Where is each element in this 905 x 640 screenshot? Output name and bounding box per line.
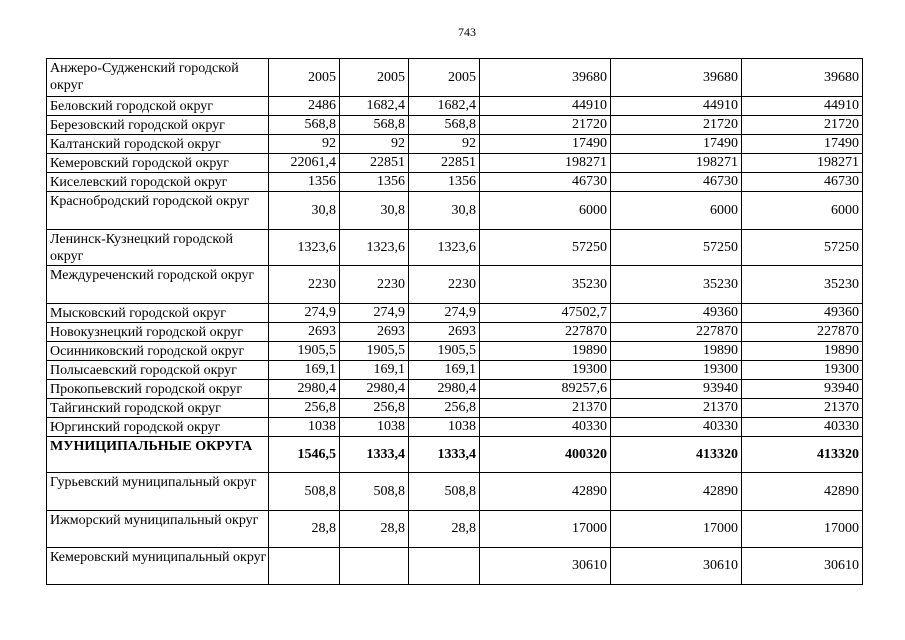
value-cell-col-2: 2230	[269, 266, 340, 304]
value-cell-col-4: 274,9	[409, 304, 480, 323]
value-cell-col-3: 169,1	[340, 361, 409, 380]
value-cell-col-4: 1038	[409, 418, 480, 437]
value-cell-col-7: 227870	[742, 323, 863, 342]
value-cell-col-4: 256,8	[409, 399, 480, 418]
district-name: Краснобродский городской округ	[50, 194, 250, 209]
value-cell-col-7: 17000	[742, 511, 863, 548]
value-cell-col-4: 2980,4	[409, 380, 480, 399]
district-name-cell	[47, 304, 269, 323]
value-cell-col-6: 57250	[611, 230, 742, 266]
value-cell-col-6: 6000	[611, 192, 742, 230]
value-cell-col-6: 40330	[611, 418, 742, 437]
value-cell-col-4	[409, 548, 480, 585]
table-row	[47, 511, 863, 548]
value-cell-col-5: 57250	[480, 230, 611, 266]
table-row	[47, 116, 863, 135]
value-cell-col-2: 92	[269, 135, 340, 154]
value-cell-col-3: 1333,4	[340, 437, 409, 473]
value-cell-col-7: 35230	[742, 266, 863, 304]
value-cell-col-3: 2005	[340, 59, 409, 97]
value-cell-col-3: 274,9	[340, 304, 409, 323]
value-cell-col-2: 508,8	[269, 473, 340, 511]
table-row	[47, 97, 863, 116]
value-cell-col-5: 17490	[480, 135, 611, 154]
value-cell-col-5: 46730	[480, 173, 611, 192]
value-cell-col-5: 6000	[480, 192, 611, 230]
value-cell-col-3: 1323,6	[340, 230, 409, 266]
value-cell-col-4: 92	[409, 135, 480, 154]
table-row	[47, 135, 863, 154]
value-cell-col-6: 19300	[611, 361, 742, 380]
value-cell-col-2: 256,8	[269, 399, 340, 418]
value-cell-col-4: 22851	[409, 154, 480, 173]
district-name-cell	[47, 473, 269, 511]
value-cell-col-6: 21720	[611, 116, 742, 135]
value-cell-col-5: 227870	[480, 323, 611, 342]
district-name-cell	[47, 173, 269, 192]
district-name-cell	[47, 135, 269, 154]
value-cell-col-6: 93940	[611, 380, 742, 399]
value-cell-col-4: 30,8	[409, 192, 480, 230]
value-cell-col-7: 57250	[742, 230, 863, 266]
value-cell-col-2: 2693	[269, 323, 340, 342]
value-cell-col-3: 92	[340, 135, 409, 154]
value-cell-col-5: 17000	[480, 511, 611, 548]
table-body	[47, 59, 863, 585]
value-cell-col-7: 39680	[742, 59, 863, 97]
value-cell-col-2: 568,8	[269, 116, 340, 135]
value-cell-col-5: 400320	[480, 437, 611, 473]
value-cell-col-7: 17490	[742, 135, 863, 154]
table-row	[47, 230, 863, 266]
value-cell-col-5: 42890	[480, 473, 611, 511]
district-name: Гурьевский муниципальный округ	[50, 475, 257, 490]
value-cell-col-3	[340, 548, 409, 585]
value-cell-col-3: 568,8	[340, 116, 409, 135]
value-cell-col-2: 2980,4	[269, 380, 340, 399]
value-cell-col-2: 274,9	[269, 304, 340, 323]
district-name: Ленинск-Кузнецкий городской округ	[50, 232, 233, 264]
district-name: Новокузнецкий городской округ	[50, 325, 244, 340]
value-cell-col-4: 2693	[409, 323, 480, 342]
district-name-cell	[47, 192, 269, 230]
value-cell-col-2	[269, 548, 340, 585]
value-cell-col-5: 198271	[480, 154, 611, 173]
value-cell-col-4: 169,1	[409, 361, 480, 380]
district-name: Киселевский городской округ	[50, 175, 228, 190]
table-row	[47, 418, 863, 437]
district-name: МУНИЦИПАЛЬНЫЕ ОКРУГА	[50, 439, 253, 454]
value-cell-col-6: 35230	[611, 266, 742, 304]
table-row	[47, 399, 863, 418]
district-name-cell	[47, 361, 269, 380]
value-cell-col-4: 28,8	[409, 511, 480, 548]
value-cell-col-4: 2005	[409, 59, 480, 97]
district-name-cell	[47, 418, 269, 437]
table-row	[47, 361, 863, 380]
value-cell-col-7: 413320	[742, 437, 863, 473]
value-cell-col-7: 19890	[742, 342, 863, 361]
value-cell-col-2: 1546,5	[269, 437, 340, 473]
value-cell-col-5: 19300	[480, 361, 611, 380]
district-name-cell	[47, 323, 269, 342]
value-cell-col-7: 30610	[742, 548, 863, 585]
page-number: 743	[458, 25, 476, 39]
table-row	[47, 380, 863, 399]
table-row	[47, 192, 863, 230]
data-table	[46, 58, 863, 585]
district-name-cell	[47, 154, 269, 173]
value-cell-col-2: 1323,6	[269, 230, 340, 266]
value-cell-col-6: 198271	[611, 154, 742, 173]
value-cell-col-5: 30610	[480, 548, 611, 585]
district-name: Юргинский городской округ	[50, 420, 221, 435]
table-row	[47, 154, 863, 173]
value-cell-col-2: 169,1	[269, 361, 340, 380]
value-cell-col-3: 30,8	[340, 192, 409, 230]
table-row	[47, 59, 863, 97]
value-cell-col-5: 89257,6	[480, 380, 611, 399]
value-cell-col-7: 21720	[742, 116, 863, 135]
value-cell-col-6: 21370	[611, 399, 742, 418]
value-cell-col-3: 1905,5	[340, 342, 409, 361]
value-cell-col-6: 44910	[611, 97, 742, 116]
value-cell-col-7: 198271	[742, 154, 863, 173]
value-cell-col-3: 1682,4	[340, 97, 409, 116]
district-name: Калтанский городской округ	[50, 137, 221, 152]
value-cell-col-4: 1682,4	[409, 97, 480, 116]
value-cell-col-6: 19890	[611, 342, 742, 361]
district-name: Кемеровский городской округ	[50, 156, 229, 171]
value-cell-col-6: 49360	[611, 304, 742, 323]
value-cell-col-2: 28,8	[269, 511, 340, 548]
district-name: Березовский городской округ	[50, 118, 225, 133]
district-name: Полысаевский городской округ	[50, 363, 237, 378]
district-name-cell	[47, 399, 269, 418]
value-cell-col-3: 2980,4	[340, 380, 409, 399]
value-cell-col-5: 35230	[480, 266, 611, 304]
value-cell-col-7: 40330	[742, 418, 863, 437]
value-cell-col-3: 2693	[340, 323, 409, 342]
value-cell-col-5: 44910	[480, 97, 611, 116]
value-cell-col-3: 22851	[340, 154, 409, 173]
value-cell-col-2: 1905,5	[269, 342, 340, 361]
value-cell-col-7: 42890	[742, 473, 863, 511]
value-cell-col-3: 1356	[340, 173, 409, 192]
value-cell-col-2: 2486	[269, 97, 340, 116]
district-name: Беловский городской округ	[50, 99, 214, 114]
district-name: Тайгинский городской округ	[50, 401, 221, 416]
district-name-cell	[47, 59, 269, 97]
value-cell-col-6: 39680	[611, 59, 742, 97]
district-name-cell	[47, 97, 269, 116]
value-cell-col-2: 1356	[269, 173, 340, 192]
district-name-cell	[47, 116, 269, 135]
value-cell-col-7: 93940	[742, 380, 863, 399]
value-cell-col-4: 1356	[409, 173, 480, 192]
value-cell-col-4: 1323,6	[409, 230, 480, 266]
value-cell-col-5: 21720	[480, 116, 611, 135]
table-row	[47, 173, 863, 192]
value-cell-col-7: 21370	[742, 399, 863, 418]
district-name: Кемеровский муниципальный округ	[50, 550, 267, 565]
value-cell-col-4: 508,8	[409, 473, 480, 511]
district-name-cell	[47, 437, 269, 473]
value-cell-col-7: 19300	[742, 361, 863, 380]
district-name-cell	[47, 266, 269, 304]
district-name-cell	[47, 511, 269, 548]
district-name: Прокопьевский городской округ	[50, 382, 243, 397]
table-row	[47, 548, 863, 585]
value-cell-col-5: 47502,7	[480, 304, 611, 323]
value-cell-col-7: 6000	[742, 192, 863, 230]
district-name: Мысковский городской округ	[50, 306, 226, 321]
value-cell-col-4: 2230	[409, 266, 480, 304]
district-name-cell	[47, 380, 269, 399]
district-name-cell	[47, 342, 269, 361]
value-cell-col-6: 17000	[611, 511, 742, 548]
value-cell-col-6: 17490	[611, 135, 742, 154]
value-cell-col-5: 19890	[480, 342, 611, 361]
value-cell-col-7: 49360	[742, 304, 863, 323]
value-cell-col-6: 46730	[611, 173, 742, 192]
value-cell-col-4: 568,8	[409, 116, 480, 135]
table-row	[47, 323, 863, 342]
district-name: Междуреченский городской округ	[50, 268, 255, 283]
district-name: Осинниковский городской округ	[50, 344, 245, 359]
district-name-cell	[47, 230, 269, 266]
value-cell-col-4: 1333,4	[409, 437, 480, 473]
value-cell-col-3: 2230	[340, 266, 409, 304]
value-cell-col-7: 44910	[742, 97, 863, 116]
value-cell-col-7: 46730	[742, 173, 863, 192]
value-cell-col-2: 1038	[269, 418, 340, 437]
value-cell-col-3: 508,8	[340, 473, 409, 511]
value-cell-col-2: 2005	[269, 59, 340, 97]
value-cell-col-5: 40330	[480, 418, 611, 437]
value-cell-col-6: 413320	[611, 437, 742, 473]
value-cell-col-6: 227870	[611, 323, 742, 342]
table-row	[47, 266, 863, 304]
value-cell-col-5: 21370	[480, 399, 611, 418]
table-row	[47, 473, 863, 511]
district-name: Ижморский муниципальный округ	[50, 513, 259, 528]
district-name: Анжеро-Судженский городской округ	[50, 61, 239, 93]
value-cell-col-3: 28,8	[340, 511, 409, 548]
district-name-cell	[47, 548, 269, 585]
value-cell-col-4: 1905,5	[409, 342, 480, 361]
table-row	[47, 437, 863, 473]
value-cell-col-3: 1038	[340, 418, 409, 437]
value-cell-col-5: 39680	[480, 59, 611, 97]
value-cell-col-3: 256,8	[340, 399, 409, 418]
value-cell-col-6: 30610	[611, 548, 742, 585]
value-cell-col-2: 22061,4	[269, 154, 340, 173]
value-cell-col-2: 30,8	[269, 192, 340, 230]
table-row	[47, 342, 863, 361]
value-cell-col-6: 42890	[611, 473, 742, 511]
table-row	[47, 304, 863, 323]
